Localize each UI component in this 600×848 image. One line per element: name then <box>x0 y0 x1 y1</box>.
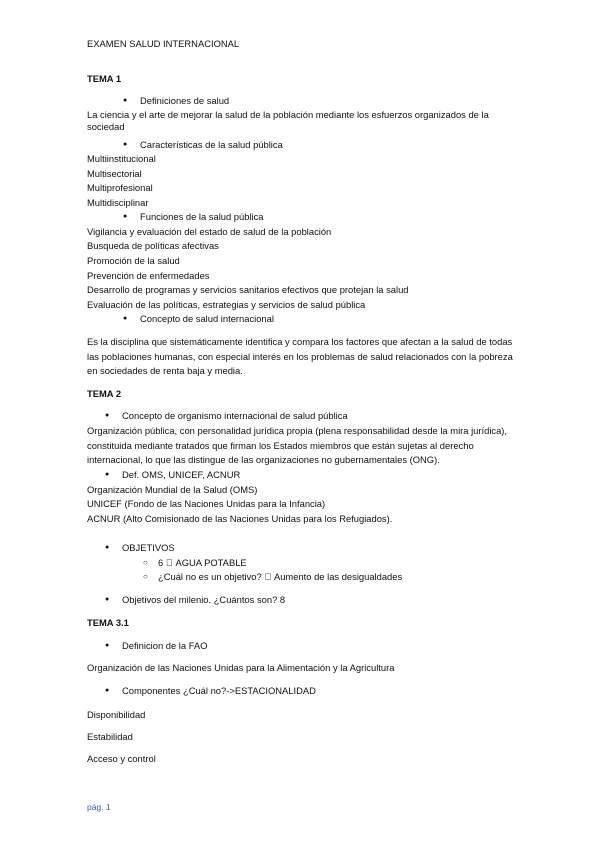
list-item: Multisectorial <box>87 168 142 179</box>
bullet-definiciones-salud: ● Definiciones de salud <box>140 95 229 107</box>
list-item: Organización Mundial de la Salud (OMS) <box>87 484 258 495</box>
bullet-definicion-fao: ● Definicion de la FAO <box>122 640 207 652</box>
page-number: pág. 1 <box>87 802 111 812</box>
bullet-salud-internacional: ● Concepto de salud internacional <box>140 313 274 325</box>
document-title: EXAMEN SALUD INTERNACIONAL <box>87 38 240 49</box>
bullet-def-oms-unicef-acnur: ● Def. OMS, UNICEF, ACNUR <box>122 469 240 481</box>
tema-2-heading: TEMA 2 <box>87 388 122 399</box>
bullet-objetivos: ● OBJETIVOS <box>122 542 175 554</box>
definicion-salud-text: La ciencia y el arte de mejorar la salud de la población mediante los esfuerzos organizados de la sociedad <box>87 109 489 132</box>
sub-item-agua-potable: ○ 6 AGUA POTABLE <box>158 557 247 569</box>
list-item: ACNUR (Alto Comisionado de las Naciones Unidas para los Refugiados). <box>87 513 393 524</box>
list-item: Multiprofesional <box>87 182 153 193</box>
list-item: Vigilancia y evaluación del estado de salud de la población <box>87 226 332 237</box>
definicion-fao-text: Organización de las Naciones Unidas para la Alimentación y la Agricultura <box>87 662 395 673</box>
list-item: Evaluación de las políticas, estrategias y servicios de salud pública <box>87 299 366 310</box>
concepto-salud-internacional-text: Es la disciplina que sistemáticamente identifica y compara los factores que afectan a la salud de todas las poblaciones humanas, con especial interés en los problemas de salud relacionados con la pobreza en sociedades de renta baja y media. <box>87 336 513 376</box>
list-item: UNICEF (Fondo de las Naciones Unidas para la Infancia) <box>87 498 326 509</box>
bullet-objetivos-milenio: ● Objetivos del milenio. ¿Cuántos son? 8 <box>122 594 285 606</box>
bullet-componentes: ● Componentes ¿Cuál no?->ESTACIONALIDAD <box>122 685 316 697</box>
sub-item-desigualdades: ○ ¿Cuál no es un objetivo? Aumento de las desigualdades <box>158 571 402 583</box>
list-item: Estabilidad <box>87 731 133 742</box>
list-item: Acceso y control <box>87 753 156 764</box>
list-item: Disponibilidad <box>87 709 146 720</box>
list-item: Busqueda de políticas afectivas <box>87 240 219 251</box>
list-item: Multiinstitucional <box>87 153 156 164</box>
organismo-internacional-text: Organización pública, con personalidad jurídica propia (plena responsabilidad desde la mira jurídica), constituida mediante tratados que firman los Estados miembros que están sujetas al derecho internacional, lo que las distingue de las organizaciones no gubernamentales (ONG). <box>87 425 508 465</box>
bullet-caracteristicas: ● Características de la salud pública <box>140 139 283 151</box>
list-item: Desarrollo de programas y servicios sanitarios efectivos que protejan la salud <box>87 284 409 295</box>
tema-3-1-heading: TEMA 3.1 <box>87 617 129 628</box>
bullet-organismo-internacional: ● Concepto de organismo internacional de salud pública <box>122 410 348 422</box>
bullet-funciones: ● Funciones de la salud pública <box>140 211 264 223</box>
list-item: Prevención de enfermedades <box>87 270 210 281</box>
list-item: Multidisciplinar <box>87 197 149 208</box>
tema-1-heading: TEMA 1 <box>87 73 122 84</box>
list-item: Promoción de la salud <box>87 255 180 266</box>
